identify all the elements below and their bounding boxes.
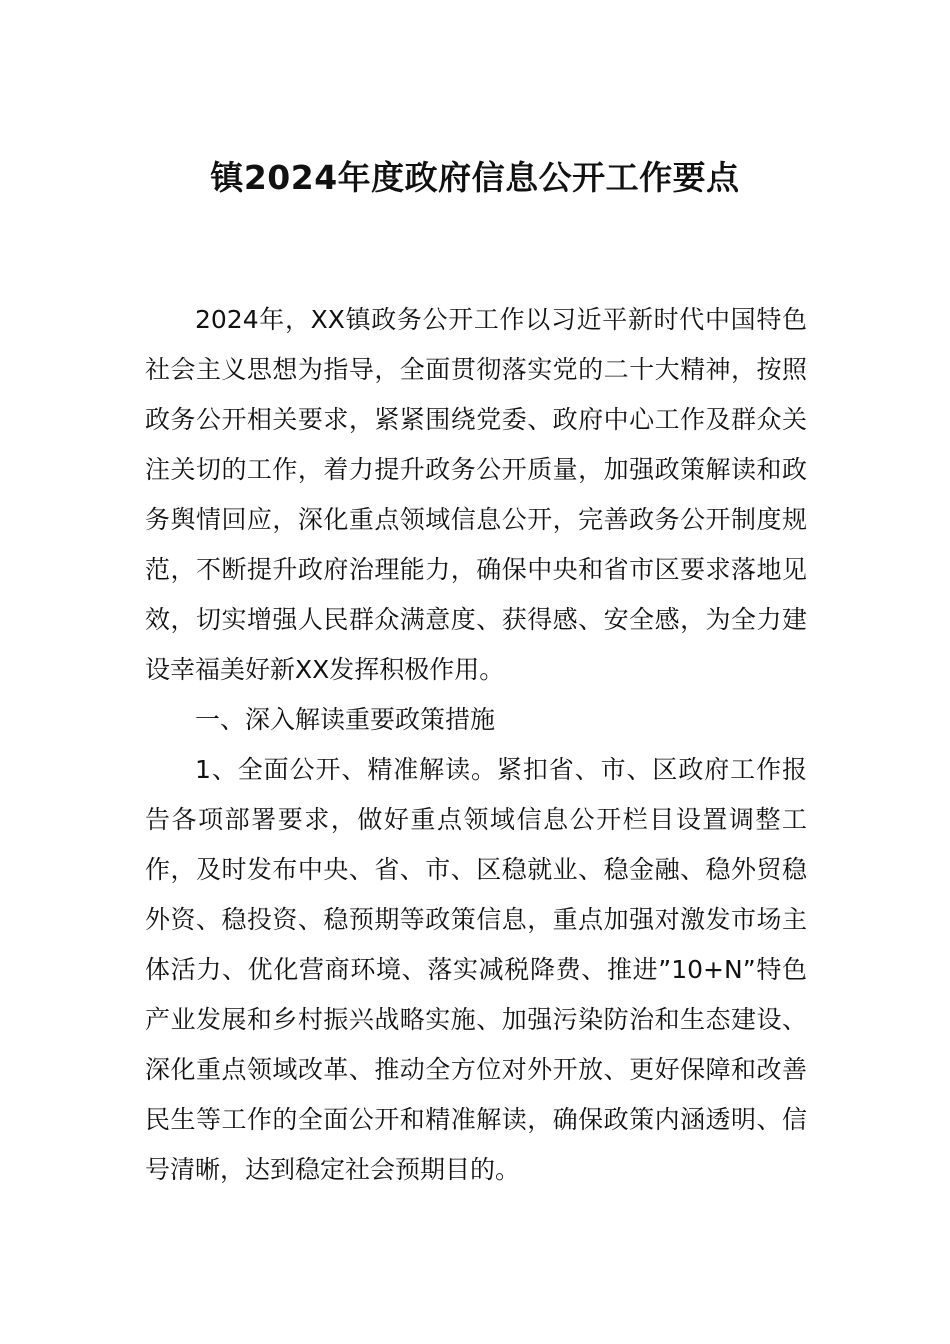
intro-paragraph: 2024年，XX镇政务公开工作以习近平新时代中国特色社会主义思想为指导，全面贯彻落实党的二十大精神，按照政务公开相关要求，紧紧围绕党委、政府中心工作及群众关注关切的工作，着力提升政务公开质量，加强政策解读和政务舆情回应，深化重点领域信息公开，完善政务公开制度规范，不断提升政府治理能力，确保中央和省市区要求落地见效，切实增强人民群众满意度、获得感、安全感，为全力建设幸福美好新XX发挥积极作用。 [145, 305, 807, 684]
section-heading: 一、深入解读重要政策措施 [195, 705, 496, 734]
item-paragraph: 1、全面公开、精准解读。紧扣省、市、区政府工作报告各项部署要求，做好重点领域信息公开栏目设置调整工作，及时发布中央、省、市、区稳就业、稳金融、稳外贸稳外资、稳投资、稳预期等政策信息，重点加强对激发市场主体活力、优化营商环境、落实减税降费、推进”10+N”特色产业发展和乡村振兴战略实施、加强污染防治和生态建设、深化重点领域改革、推动全方位对外开放、更好保障和改善民生等工作的全面公开和精准解读，确保政策内涵透明、信号清晰，达到稳定社会预期目的。 [145, 755, 807, 1184]
document-body [145, 295, 807, 1195]
document-title: 镇2024年度政府信息公开工作要点 [210, 158, 740, 197]
